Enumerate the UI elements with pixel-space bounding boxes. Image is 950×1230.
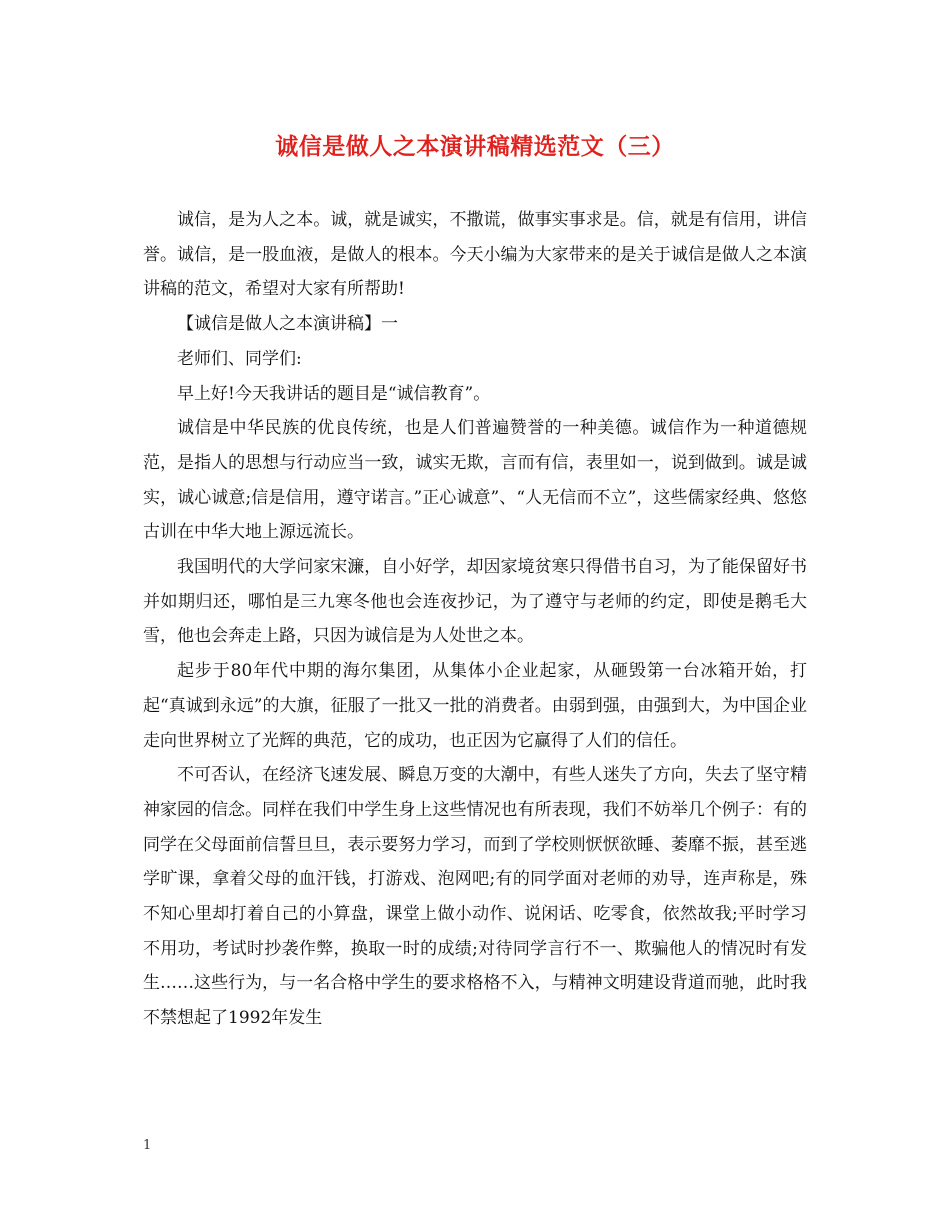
paragraph-haier: 起步于80年代中期的海尔集团，从集体小企业起家，从砸毁第一台冰箱开始，打起“真诚到永远”的大旗，征服了一批又一批的消费者。由弱到强，由强到大，为中国企业走向世界树立了光辉的典范，它的成功，也正因为它赢得了人们的信任。: [143, 661, 807, 751]
document-body: [143, 203, 807, 1036]
paragraph-song-lian: 我国明代的大学问家宋濂，自小好学，却因家境贫寒只得借书自习，为了能保留好书并如期归还，哪怕是三九寒冬他也会连夜抄记，为了遵守与老师的约定，即使是鹅毛大雪，他也会奔走上路，只因为诚信是为人处世之本。: [143, 557, 807, 647]
paragraph-intro: 诚信，是为人之本。诚，就是诚实，不撒谎，做事实事求是。信，就是有信用，讲信誉。诚信，是一股血液，是做人的根本。今天小编为大家带来的是关于诚信是做人之本演讲稿的范文，希望对大家有所帮助!: [143, 210, 807, 300]
paragraph-greeting: 早上好!今天我讲话的题目是“诚信教育”。: [177, 383, 491, 404]
paragraph-student-examples: 不可否认，在经济飞速发展、瞬息万变的大潮中，有些人迷失了方向，失去了坚守精神家园的信念。同样在我们中学生身上这些情况也有所表现，我们不妨举几个例子：有的同学在父母面前信誓旦旦，表示要努力学习，而到了学校则恹恹欲睡、萎靡不振，甚至逃学旷课，拿着父母的血汗钱，打游戏、泡网吧;有的同学面对老师的劝导，连声称是，殊不知心里却打着自己的小算盘，课堂上做小动作、说闲话、吃零食，依然故我;平时学习不用功，考试时抄袭作弊，换取一时的成绩;对待同学言行不一、欺骗他人的情况时有发生……这些行为，与一名合格中学生的要求格格不入，与精神文明建设背道而驰，此时我不禁想起了1992年发生: [143, 765, 807, 1029]
paragraph-salutation: 老师们、同学们:: [177, 348, 302, 369]
document-title: 诚信是做人之本演讲稿精选范文（三）: [275, 133, 675, 160]
paragraph-section-heading: 【诚信是做人之本演讲稿】一: [177, 314, 398, 335]
page-number: 1: [143, 1138, 152, 1153]
paragraph-integrity-tradition: 诚信是中华民族的优良传统，也是人们普遍赞誉的一种美德。诚信作为一种道德规范，是指人的思想与行动应当一致，诚实无欺，言而有信，表里如一，说到做到。诚是诚实，诚心诚意;信是信用，遵守诺言。”正心诚意”、“人无信而不立”，这些儒家经典、悠悠古训在中华大地上源远流长。: [143, 418, 807, 543]
